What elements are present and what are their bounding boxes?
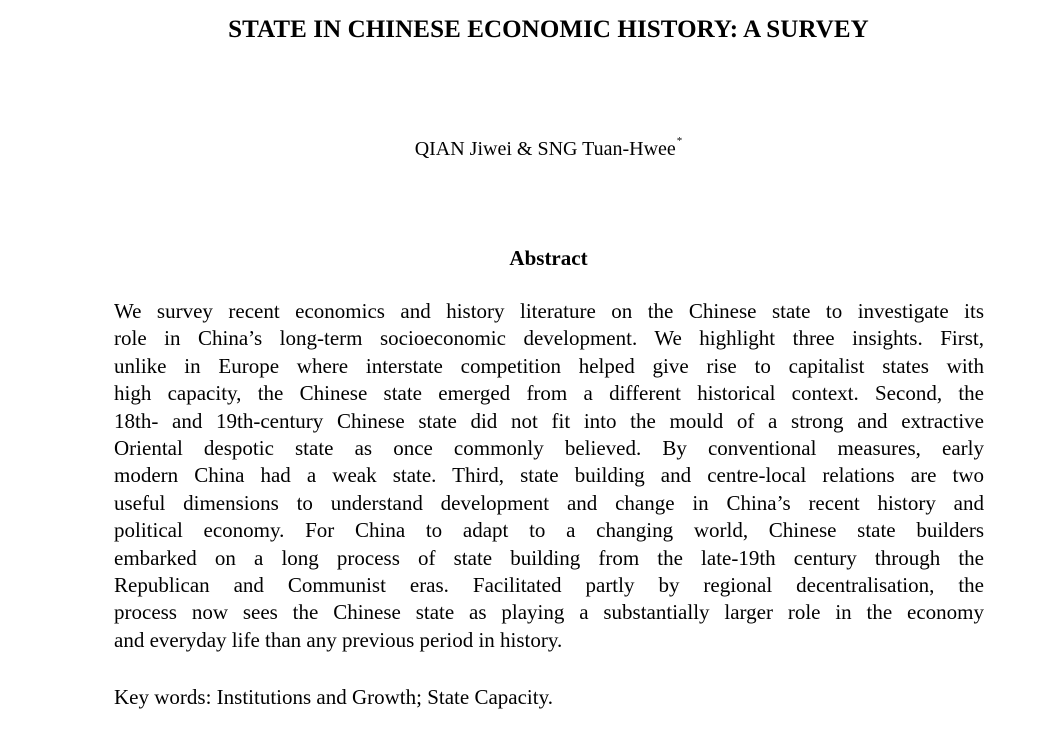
abstract-line: 18th- and 19th-century Chinese state did not fit into the mould of a strong and extractive <box>114 408 984 433</box>
abstract-line: modern China had a weak state. Third, state building and centre-local relations are two <box>114 463 984 488</box>
abstract-line: useful dimensions to understand development and change in China’s recent history and <box>114 490 984 515</box>
abstract-line: and everyday life than any previous period in history. <box>114 627 563 652</box>
abstract-line: Republican and Communist eras. Facilitated partly by regional decentralisation, the <box>114 573 984 598</box>
abstract-heading: Abstract <box>509 246 588 270</box>
abstract-line: unlike in Europe where interstate competition helped give rise to capitalist states with <box>114 353 984 378</box>
author-names: QIAN Jiwei & SNG Tuan-Hwee <box>414 138 676 160</box>
abstract-line: We survey recent economics and history literature on the Chinese state to investigate its <box>114 299 984 323</box>
abstract-line: high capacity, the Chinese state emerged from a different historical context. Second, the <box>114 381 984 406</box>
author-footnote-marker: * <box>676 135 683 147</box>
abstract-line: Oriental despotic state as once commonly believed. By conventional measures, early <box>114 436 984 461</box>
abstract-line: political economy. For China to adapt to a changing world, Chinese state builders <box>114 518 984 543</box>
abstract-body <box>114 298 984 654</box>
abstract-line: embarked on a long process of state building from the late-19th century through the <box>114 545 984 570</box>
abstract-line: process now sees the Chinese state as playing a substantially larger role in the economy <box>114 600 984 625</box>
abstract-line: role in China’s long-term socioeconomic development. We highlight three insights. First, <box>114 326 984 351</box>
paper-authors <box>0 135 1053 161</box>
keywords: Key words: Institutions and Growth; State Capacity. <box>114 685 553 709</box>
paper-title: STATE IN CHINESE ECONOMIC HISTORY: A SURVEY <box>228 16 869 43</box>
